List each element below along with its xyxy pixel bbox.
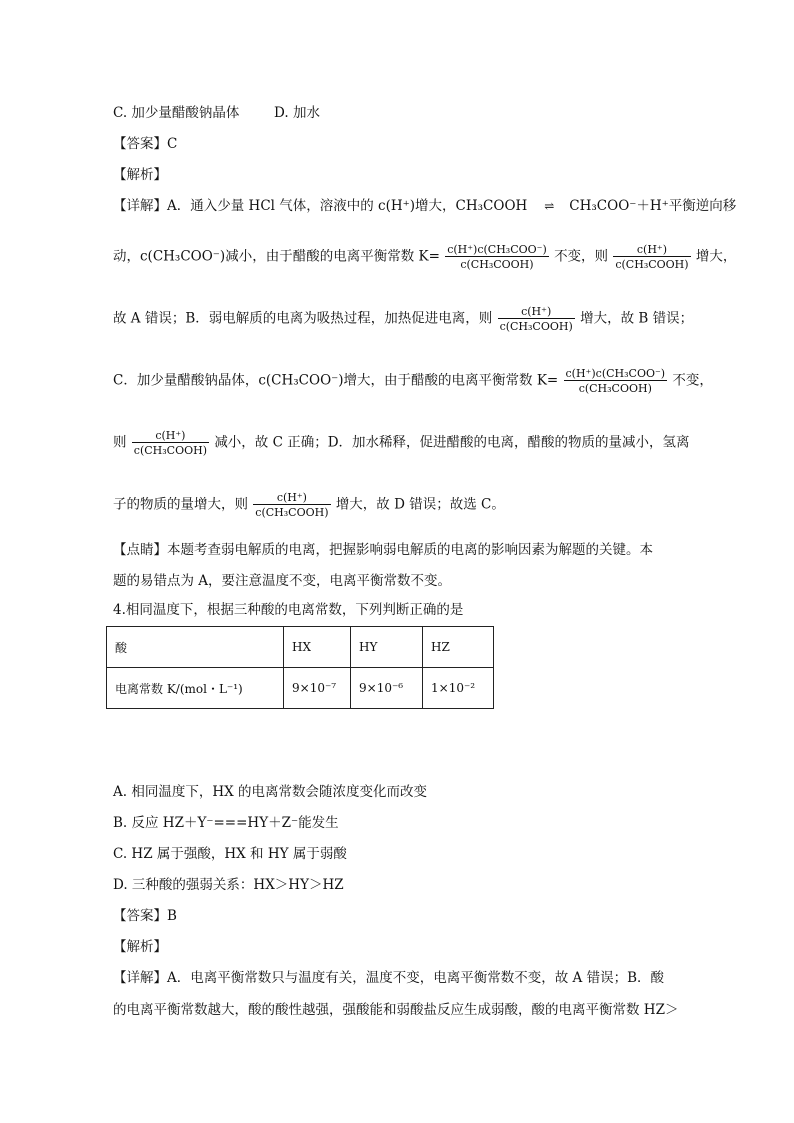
fraction-denominator: c(CH₃COOH) (255, 506, 329, 519)
q3-detail-line-2 (113, 243, 736, 271)
q3-answer: 【答案】C (113, 136, 178, 152)
q3-detail-line-6 (113, 491, 505, 519)
q4-stem: 4.相同温度下，根据三种酸的电离常数，下列判断正确的是 (113, 602, 464, 618)
table-row (107, 627, 494, 668)
q4-option-b: B. 反应 HZ＋Y⁻===HY＋Z⁻能发生 (113, 815, 339, 831)
q4-option-c: C. HZ 属于强酸，HX 和 HY 属于弱酸 (113, 846, 347, 862)
table-cell: 9×10⁻⁷ (284, 668, 351, 709)
q3-detail-line-5 (113, 429, 690, 457)
text-segment: 增大， (695, 248, 737, 265)
fraction-k (445, 243, 549, 271)
q3-detail-line-4 (113, 367, 713, 395)
q3-detail-line-1 (113, 196, 736, 216)
text-segment: 减小，故 C 正确；D．加水稀释，促进醋酸的电离，醋酸的物质的量减小，氢离 (214, 434, 690, 451)
ionization-constant-table (106, 626, 494, 709)
text-segment: 故 A 错误；B．弱电解质的电离为吸热过程，加热促进电离，则 (113, 310, 493, 327)
text-segment: 增大，故 D 错误；故选 C。 (335, 496, 505, 513)
text-segment: C．加少量醋酸钠晶体，c(CH₃COO⁻)增大，由于醋酸的电离平衡常数 K= (113, 372, 559, 389)
table-cell: HZ (423, 627, 494, 668)
fraction-ratio (613, 243, 690, 271)
fraction-numerator: c(H⁺) (155, 429, 186, 442)
text-segment: CH₃COO⁻＋H⁺平衡逆向移 (569, 198, 737, 214)
fraction-ratio (132, 429, 209, 457)
table-cell: 9×10⁻⁶ (351, 668, 423, 709)
fraction-numerator: c(H⁺)c(CH₃COO⁻) (447, 243, 547, 256)
fraction-ratio (253, 491, 330, 519)
q3-detail-line-3 (113, 305, 693, 333)
fraction-denominator: c(CH₃COOH) (133, 444, 208, 457)
table-cell: 1×10⁻² (423, 668, 494, 709)
q4-option-a: A. 相同温度下，HX 的电离常数会随浓度变化而改变 (113, 784, 428, 800)
fraction-numerator: c(H⁺) (521, 305, 552, 318)
table-cell: HX (284, 627, 351, 668)
q4-detail-line-1: 【详解】A．电离平衡常数只与温度有关，温度不变，电离平衡常数不变，故 A 错误；B．酸 (113, 970, 665, 986)
q3-option-d: D. 加水 (274, 105, 320, 121)
text-segment: 不变， (672, 372, 713, 389)
equilibrium-arrow-icon: ⇌ (544, 199, 553, 213)
text-segment: 【详解】A．通入少量 HCl 气体，溶液中的 c(H⁺)增大，CH₃COOH (113, 198, 528, 214)
q4-answer: 【答案】B (113, 908, 177, 924)
q3-options-cd (113, 103, 320, 123)
fraction-ratio (498, 305, 575, 333)
q4-analysis-heading: 【解析】 (113, 939, 167, 955)
text-segment: 子的物质的量增大，则 (113, 496, 248, 513)
q3-point-line-2: 题的易错点为 A，要注意温度不变，电离平衡常数不变。 (113, 573, 452, 589)
table-row (107, 668, 494, 709)
text-segment: 则 (113, 434, 127, 451)
table-cell: 电离常数 K/(mol・L⁻¹) (107, 668, 284, 709)
q3-point-line-1: 【点睛】本题考查弱电解质的电离，把握影响弱电解质的电离的影响因素为解题的关键。本 (113, 542, 653, 558)
fraction-denominator: c(CH₃COOH) (564, 380, 668, 395)
q3-analysis-heading: 【解析】 (113, 167, 167, 183)
text-segment: 增大，故 B 错误； (580, 310, 694, 327)
table-cell: 酸 (107, 627, 284, 668)
q3-option-c: C. 加少量醋酸钠晶体 (113, 105, 240, 121)
fraction-k (564, 367, 668, 395)
fraction-numerator: c(H⁺) (276, 491, 307, 504)
table-cell: HY (351, 627, 423, 668)
text-segment: 动，c(CH₃COO⁻)减小，由于醋酸的电离平衡常数 K= (113, 248, 440, 265)
fraction-numerator: c(H⁺) (636, 243, 668, 256)
q4-detail-line-2: 的电离平衡常数越大，酸的酸性越强，强酸能和弱酸盐反应生成弱酸，酸的电离平衡常数 HZ＞ (113, 1002, 679, 1018)
fraction-denominator: c(CH₃COOH) (615, 258, 689, 271)
q4-option-d: D. 三种酸的强弱关系：HX＞HY＞HZ (113, 877, 344, 893)
fraction-numerator: c(H⁺)c(CH₃COO⁻) (565, 367, 666, 380)
fraction-denominator: c(CH₃COOH) (499, 320, 573, 333)
fraction-denominator: c(CH₃COOH) (445, 256, 549, 271)
text-segment: 不变，则 (554, 248, 609, 265)
